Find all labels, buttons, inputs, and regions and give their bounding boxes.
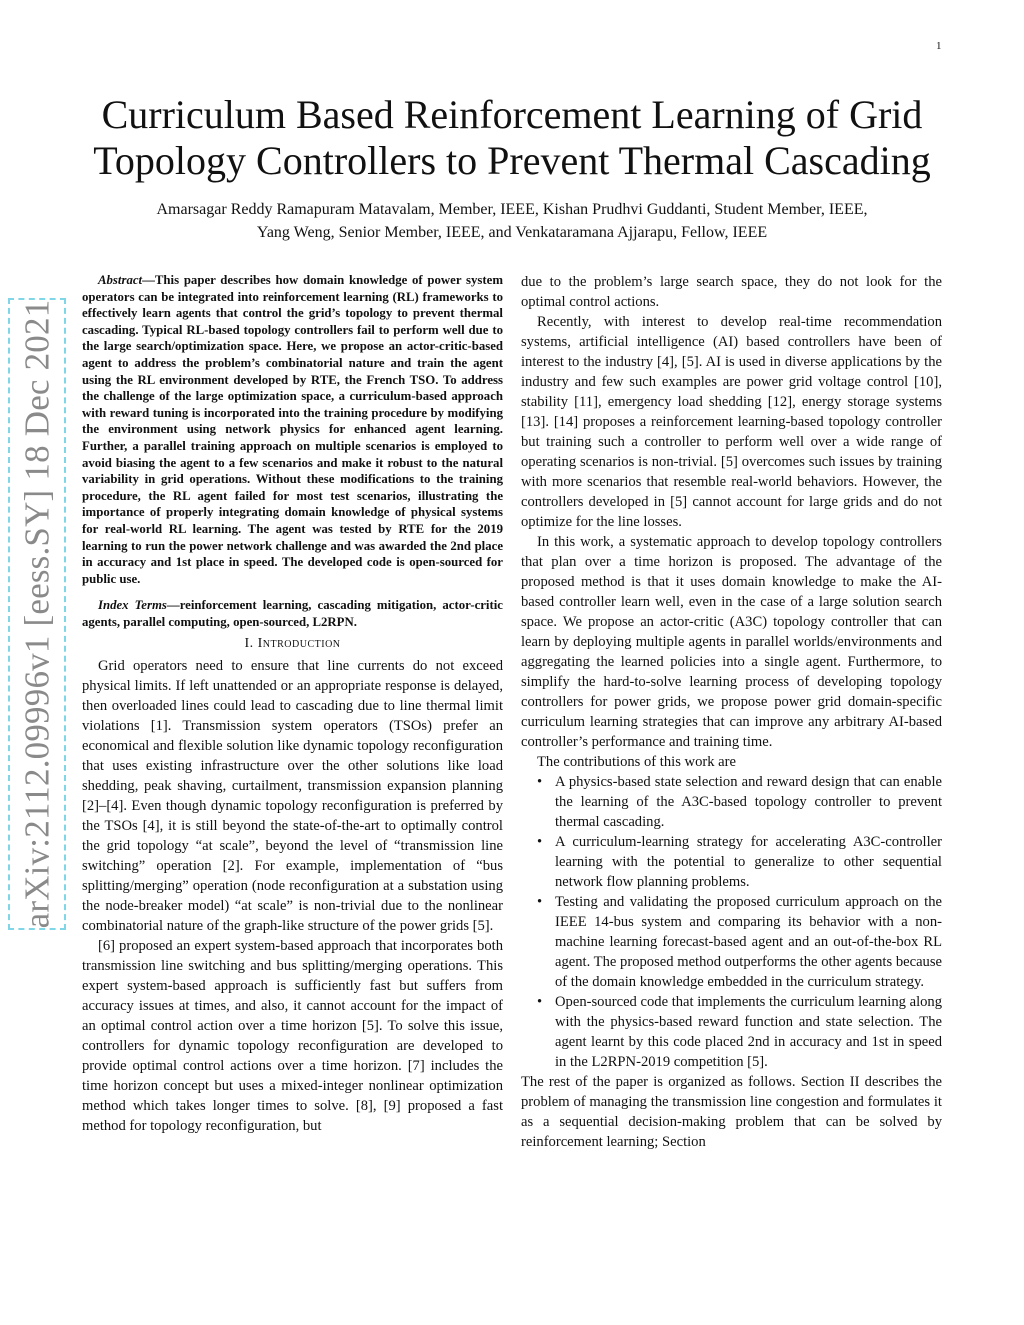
index-terms bbox=[82, 597, 503, 630]
contributions-intro: The contributions of this work are bbox=[537, 754, 736, 770]
intro-paragraph-1: Grid operators need to ensure that line currents do not exceed physical limits. If left unattended or an appropriate response is delayed, then overloaded lines could lead to cascading due to line thermal limit violations [1]. Transmission system operators (TSOs) prefer an economical and flexible solution like dynamic topology reconfiguration that uses existing infrastructure over the other solutions like load shedding, peak shaving, curtailment, transmission expansion planning [2]–[4]. Even though dynamic topology reconfiguration is preferred by the TSOs [4], it is still beyond the state-of-the-art to optimally control the grid topology “at scale”, beyond the level of “transmission line switching” operation [2]. For example, implementation of “bus splitting/merging” operation (node reconfiguration at a substation using the node-breaker model) “at scale” is non-trivial due to the nonlinear combinatorial nature of the graph-like structure of the power grids [5]. bbox=[82, 658, 503, 935]
section-heading-introduction: I. Introduction bbox=[244, 636, 341, 652]
contribution-item: • A curriculum-learning strategy for accelerating A3C-controller learning with the potential to generalize to other sequential network flow planning problems. bbox=[555, 832, 942, 892]
left-column bbox=[82, 272, 503, 1136]
contribution-item: • Open-sourced code that implements the curriculum learning along with the physics-based reward function and state selection. The agent learnt by this code placed 2nd in accuracy and 1st in speed in the L2RPN-2019 competition [5]. bbox=[555, 992, 942, 1072]
right-column bbox=[521, 272, 942, 1152]
abstract-label: Abstract bbox=[98, 273, 143, 287]
intro-paragraph-continued: due to the problem’s large search space, they do not look for the optimal control actions. bbox=[521, 274, 942, 310]
intro-paragraph-this-work: In this work, a systematic approach to develop topology controllers that plan over a time horizon is proposed. The advantage of the proposed method is that it uses domain knowledge to make the AI-based controller learn well, even in the case of a large solution search space. We propose an actor-critic (A3C) topology controller that can learn by deploying multiple agents in parallel worlds/environments and aggregating the learned policies into a single agent. Furthermore, to simplify the hard-to-solve learning process of developing topology controllers for power grids, we propose power grid domain-specific curriculum learning strategies that can improve any arbitrary AI-based controller’s performance and training time. bbox=[521, 534, 942, 750]
abstract-text: —This paper describes how domain knowledge of power system operators can be integrated into reinforcement learning (RL) frameworks to effectively learn agents that control the grid’s topology to prevent thermal cascading. Typical RL-based topology controllers fail to perform well due to the large search/optimization space. Here, we propose an actor-critic-based agent to address the problem’s combinatorial nature and train the agent using the RL environment developed by RTE, the French TSO. To address the challenge of the large optimization space, a curriculum-based approach with reward tuning is incorporated into the training procedure by modifying the environment using network physics for enhanced agent learning. Further, a parallel training approach on multiple scenarios is employed to avoid biasing the agent to a few scenarios and make it robust to the natural variability in grid operations. Without these modifications to the training procedure, the RL agent failed for most test scenarios, illustrating the importance of properly integrating domain knowledge of physical systems for real-world RL learning. The agent was tested by RTE for the 2019 learning to run the power network challenge and was awarded the 2nd place in accuracy and 1st place in speed. The developed code is open-sourced for public use. bbox=[82, 273, 503, 586]
arxiv-identifier: arXiv:2112.09996v1 [eess.SY] 18 Dec 2021 bbox=[17, 299, 57, 929]
authors-line-2: Yang Weng, Senior Member, IEEE, and Venkataramana Ajjarapu, Fellow, IEEE bbox=[256, 224, 768, 241]
index-terms-text: —reinforcement learning, cascading mitigation, actor-critic agents, parallel computing, open-sourced, L2RPN. bbox=[82, 598, 503, 629]
intro-paragraph-2: [6] proposed an expert system-based approach that incorporates both transmission line switching and bus splitting/merging operations. This expert system-based approach is sufficiently fast but suffers from accuracy issues at times, and also, it cannot account for the impact of an optimal control action over a time horizon [5]. To solve this issue, controllers for dynamic topology reconfiguration are developed to provide optimal control actions over a time horizon. [7] includes the time horizon concept but uses a mixed-integer nonlinear optimization method which takes longer times to solve. [8], [9] proposed a fast method for topology reconfiguration, but bbox=[82, 938, 503, 1135]
intro-paragraph-ai-controllers: Recently, with interest to develop real-time recommendation systems, artificial intelligence (AI) based controllers have been of interest to the industry [4], [5]. AI is used in diverse applications by the industry and few such examples are power grid voltage control [10], stability [11], emergency load shedding [12], energy storage systems [13]. [14] proposes a reinforcement learning-based topology controller but training such a controller to perform well over a wide range of operating scenarios is non-trivial. [5] overcomes such issues by training with more scenarios that resemble real-world behaviors. However, the controllers developed in [5] cannot account for large grids and do not optimize for the line losses. bbox=[521, 314, 942, 530]
contributions-list bbox=[521, 772, 942, 1072]
paper-organization-paragraph: The rest of the paper is organized as follows. Section II describes the problem of managing the transmission line congestion and formulates it as a sequential decision-making problem that can be solved by reinforcement learning; Section bbox=[521, 1074, 942, 1150]
page-number: 1 bbox=[936, 40, 942, 52]
contribution-item: • A physics-based state selection and reward design that can enable the learning of the A3C-based topology controller to prevent thermal cascading. bbox=[555, 772, 942, 832]
abstract bbox=[82, 272, 503, 587]
contribution-item: • Testing and validating the proposed curriculum approach on the IEEE 14-bus system and comparing its behavior with a non-machine learning forecast-based agent and an out-of-the-box RL agent. The proposed method outperforms the other agents because of the domain knowledge embedded in the curriculum strategy. bbox=[555, 892, 942, 992]
authors-line-1: Amarsagar Reddy Ramapuram Matavalam, Member, IEEE, Kishan Prudhvi Guddanti, Student Member, IEEE, bbox=[156, 201, 868, 218]
arxiv-identifier-stamp[interactable] bbox=[8, 298, 66, 930]
index-terms-label: Index Terms bbox=[98, 598, 167, 613]
author-block bbox=[60, 198, 964, 244]
paper-title: Curriculum Based Reinforcement Learning of Grid Topology Controllers to Prevent Thermal Cascading bbox=[93, 92, 931, 183]
